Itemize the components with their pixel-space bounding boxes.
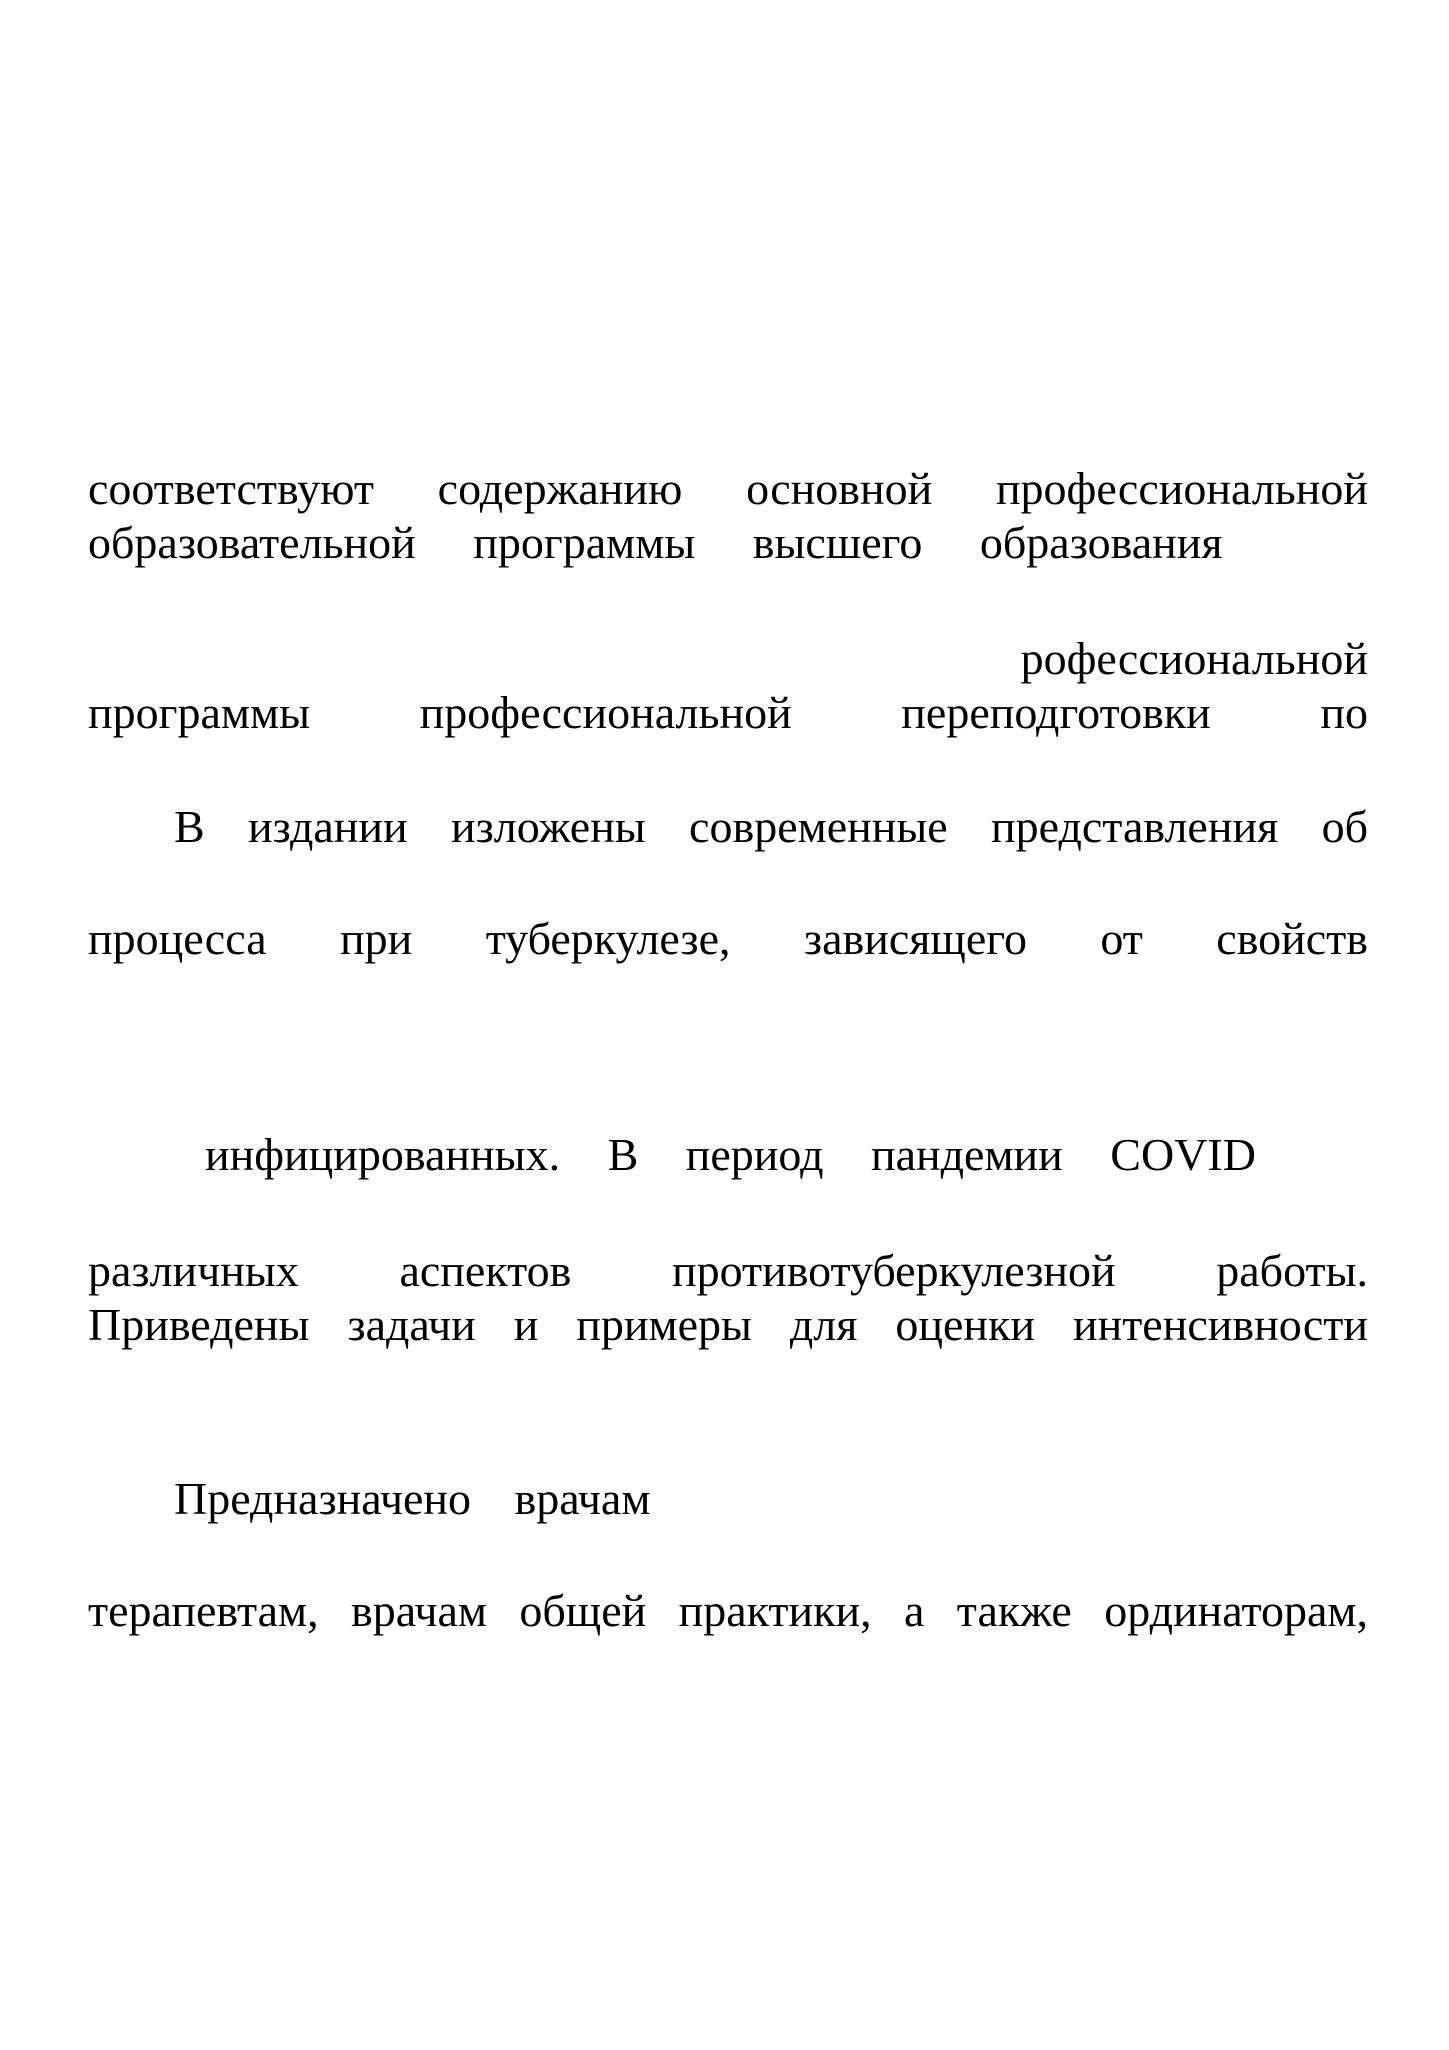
text-line-1: соответствуют содержанию основной профессиональной bbox=[88, 463, 1368, 514]
text-line-2: образовательной программы высшего образования bbox=[88, 517, 1223, 568]
text-line-4: программы профессиональной переподготовки по bbox=[88, 687, 1368, 738]
text-line-8: различных аспектов противотуберкулезной работы. bbox=[88, 1245, 1368, 1296]
text-line-7: инфицированных. В период пандемии COVID bbox=[205, 1129, 1256, 1180]
text-line-3: рофессиональной bbox=[1020, 633, 1368, 684]
text-line-10: Предназначено врачам bbox=[174, 1473, 651, 1524]
text-line-5: В издании изложены современные представления об bbox=[174, 801, 1368, 852]
text-line-9: Приведены задачи и примеры для оценки интенсивности bbox=[88, 1299, 1368, 1350]
text-line-11: терапевтам, врачам общей практики, а также ординаторам, bbox=[88, 1585, 1368, 1636]
text-line-6: процесса при туберкулезе, зависящего от свойств bbox=[88, 913, 1368, 964]
